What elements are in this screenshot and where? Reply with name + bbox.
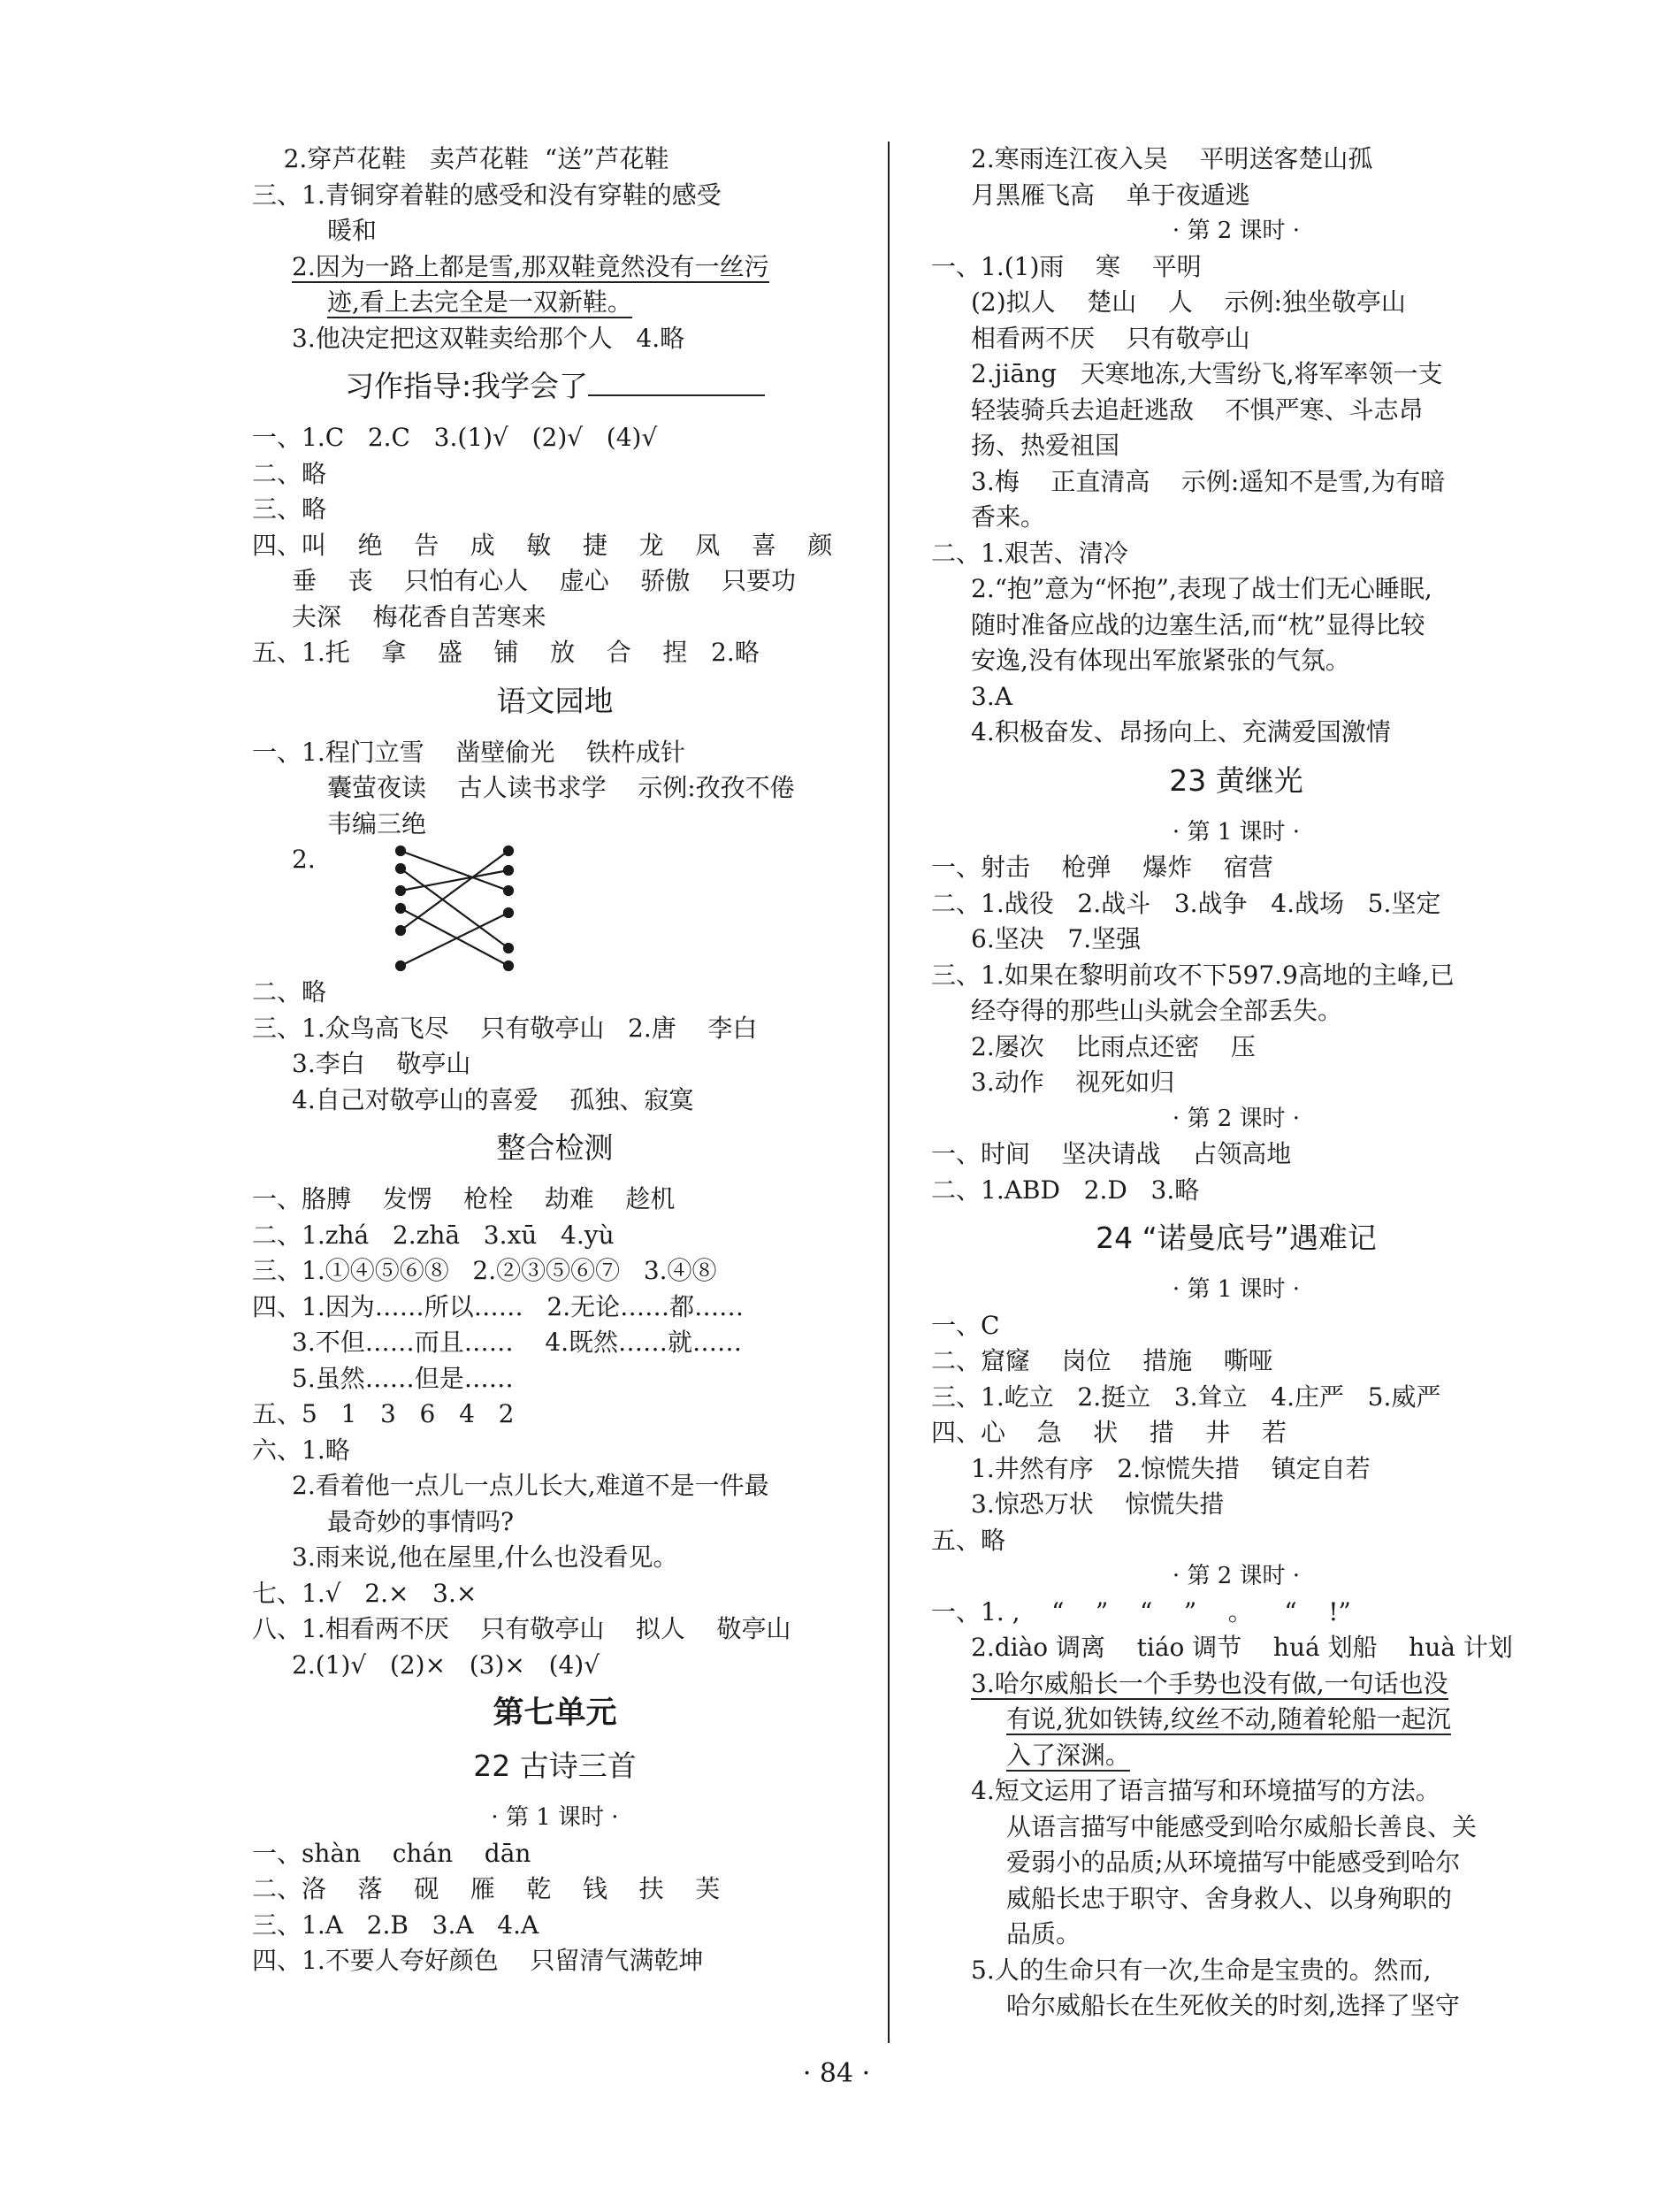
text-line: 二、窟窿 岗位 措施 嘶哑 [931, 1346, 1273, 1375]
lesson-period: · 第 2 课时 · [1172, 1105, 1301, 1132]
underlined-text: 3.哈尔威船长一个手势也没有做,一句话也没 [971, 1668, 1448, 1698]
text-line: 一、射击 枪弹 爆炸 宿营 [931, 853, 1273, 882]
text-line: 3.A [971, 681, 1012, 711]
underlined-line [252, 249, 858, 286]
text-line: 5.人的生命只有一次,生命是宝贵的。然而, [971, 1955, 1432, 1985]
text-line: 2.屡次 比雨点还密 压 [971, 1031, 1256, 1061]
lesson-heading: 24 “诺曼底号”遇难记 [1096, 1221, 1377, 1255]
text-line: 4.积极奋发、昂扬向上、充满爱国激情 [971, 717, 1391, 746]
text-line: 5.虽然……但是…… [292, 1363, 514, 1393]
text-line: 三、1.屹立 2.挺立 3.耸立 4.庄严 5.威严 [931, 1382, 1441, 1412]
text-line: 五、略 [931, 1525, 1006, 1555]
text-line: 2.看着他一点儿一点儿长大,难道不是一件最 [292, 1471, 769, 1500]
text-line: 3.梅 正直清高 示例:遥知不是雪,为有暗 [971, 466, 1446, 496]
text-line: 品质。 [1006, 1919, 1081, 1948]
text-line: 3.动作 视死如归 [971, 1068, 1175, 1097]
text-line: 四、心 急 状 措 井 若 [931, 1418, 1287, 1447]
text-line: 月黑雁飞高 单于夜遁逃 [971, 180, 1250, 210]
underlined-line [931, 1702, 1541, 1738]
text-line: 一、1.C 2.C 3.(1)√ (2)√ (4)√ [252, 423, 658, 452]
text-line: 五、5 1 3 6 4 2 [252, 1399, 515, 1428]
unit-heading: 第七单元 [493, 1695, 617, 1731]
text-line: 夫深 梅花香自苦寒来 [292, 601, 546, 631]
underlined-text: 迹,看上去完全是一双新鞋。 [327, 287, 632, 317]
text-line: 四、1.因为……所以…… 2.无论……都…… [252, 1291, 745, 1321]
underlined-line [931, 1666, 1541, 1703]
section-heading [252, 367, 858, 406]
column-divider [888, 142, 890, 2043]
text-line: 二、1.zhá 2.zhā 3.xū 4.yù [252, 1220, 615, 1250]
text-line: 囊萤夜读 古人读书求学 示例:孜孜不倦 [327, 773, 795, 802]
text-line: 一、1.(1)雨 寒 平明 [931, 251, 1202, 281]
fill-blank [588, 368, 765, 396]
matching-lines [393, 842, 535, 975]
lesson-period: · 第 2 课时 · [1172, 1563, 1301, 1589]
text-line: 2.diào 调离 tiáo 调节 huá 划船 huà 计划 [971, 1633, 1513, 1662]
text-line: 三、略 [252, 494, 327, 524]
text-line: 哈尔威船长在生死攸关的时刻,选择了坚守 [1006, 1991, 1460, 2020]
text-line: 3.他决定把这双鞋卖给那个人 4.略 [292, 323, 685, 353]
section-heading: 语文园地 [496, 683, 614, 718]
text-line: 三、1.青铜穿着鞋的感受和没有穿鞋的感受 [252, 180, 722, 210]
text-line: 扬、热爱祖国 [971, 431, 1120, 460]
text-line: 二、1.艰苦、清冷 [931, 538, 1128, 568]
text-line: 3.不但……而且…… 4.既然……就…… [292, 1328, 743, 1357]
underlined-text: 入了深渊。 [1006, 1740, 1131, 1770]
text-line: 香来。 [971, 502, 1046, 532]
underlined-line [252, 285, 858, 321]
text-line: 安逸,没有体现出军旅紧张的气氛。 [971, 646, 1350, 675]
lesson-period: · 第 1 课时 · [491, 1804, 619, 1831]
matching-label: 2. [292, 845, 316, 874]
lesson-heading: 23 黄继光 [1169, 762, 1303, 798]
text-line: 3.雨来说,他在屋里,什么也没看见。 [292, 1542, 678, 1572]
heading-text: 习作指导:我学会了 [344, 369, 589, 403]
text-line: 威船长忠于职守、舍身救人、以身殉职的 [1006, 1883, 1453, 1913]
text-line: 轻装骑兵去追赶逃敌 不惧严寒、斗志昂 [971, 394, 1424, 425]
text-line: 相看两不厌 只有敬亭山 [971, 323, 1250, 353]
text-line: 二、略 [252, 458, 327, 488]
lesson-period: · 第 1 课时 · [1172, 1276, 1301, 1303]
text-line: 七、1.√ 2.× 3.× [252, 1578, 477, 1608]
text-line: 随时准备应战的边塞生活,而“枕”显得比较 [971, 609, 1425, 639]
text-line: 2.“抱”意为“怀抱”,表现了战士们无心睡眠, [971, 574, 1432, 603]
matching-exercise [252, 842, 858, 975]
underlined-text: 有说,犹如铁铸,纹丝不动,随着轮船一起沉 [1006, 1704, 1451, 1734]
text-line: 4.短文运用了语言描写和环境描写的方法。 [971, 1776, 1440, 1805]
text-line: 3.惊恐万状 惊慌失措 [971, 1489, 1225, 1519]
text-line: 二、1.战役 2.战斗 3.战争 4.战场 5.坚定 [931, 888, 1441, 918]
text-line: 二、1.ABD 2.D 3.略 [931, 1175, 1200, 1205]
lesson-period: · 第 2 课时 · [1172, 218, 1301, 244]
text-line: 一、胳膊 发愣 枪栓 劫难 趁机 [252, 1184, 676, 1213]
text-line: 二、略 [252, 977, 327, 1006]
text-line: 四、叫 绝 告 成 敏 捷 龙 凤 喜 颜 [252, 530, 833, 560]
lesson-heading: 22 古诗三首 [473, 1749, 637, 1783]
text-line: 2.穿芦花鞋 卖芦花鞋 “送”芦花鞋 [252, 144, 669, 173]
text-line: 2.(1)√ (2)× (3)× (4)√ [292, 1649, 600, 1680]
text-line: 一、shàn chán dān [252, 1838, 531, 1868]
text-line: 三、1.①④⑤⑥⑧ 2.②③⑤⑥⑦ 3.④⑧ [252, 1256, 717, 1285]
underlined-line [931, 1738, 1541, 1774]
text-line: 2.寒雨连江夜入吴 平明送客楚山孤 [971, 144, 1373, 173]
text-line: 四、1.不要人夸好颜色 只留清气满乾坤 [252, 1946, 704, 1975]
text-line: 4.自己对敬亭山的喜爱 孤独、寂寞 [292, 1084, 694, 1114]
underlined-text: 2.因为一路上都是雪,那双鞋竟然没有一丝污 [292, 251, 769, 281]
text-line: 三、1.如果在黎明前攻不下597.9高地的主峰,已 [931, 960, 1455, 990]
text-line: 一、1. , “ ” “ ” 。 “ !” [931, 1596, 1351, 1626]
text-line: 暖和 [327, 216, 378, 245]
text-line: 经夺得的那些山头就会全部丢失。 [971, 996, 1343, 1025]
text-line: 从语言描写中能感受到哈尔威船长善良、关 [1006, 1811, 1478, 1841]
text-line: 爱弱小的品质;从环境描写中能感受到哈尔 [1006, 1848, 1461, 1877]
right-column [931, 142, 1541, 2024]
text-line: 八、1.相看两不厌 只有敬亭山 拟人 敬亭山 [252, 1614, 791, 1643]
text-line: 六、1.略 [252, 1435, 350, 1465]
text-line: 2.jiāng 天寒地冻,大雪纷飞,将军率领一支 [971, 359, 1443, 388]
text-line: 一、C [931, 1310, 1000, 1340]
lesson-period: · 第 1 课时 · [1172, 818, 1301, 846]
text-line: 垂 丧 只怕有心人 虚心 骄傲 只要功 [292, 566, 797, 595]
text-line: 三、1.A 2.B 3.A 4.A [252, 1910, 539, 1940]
text-line: 三、1.众鸟高飞尽 只有敬亭山 2.唐 李白 [252, 1013, 758, 1043]
section-heading: 整合检测 [496, 1130, 614, 1165]
text-line: 五、1.托 拿 盛 铺 放 合 捏 2.略 [252, 638, 760, 667]
text-line: 1.井然有序 2.惊慌失措 镇定自若 [971, 1453, 1371, 1483]
text-line: 一、1.程门立雪 凿壁偷光 铁杵成针 [252, 737, 685, 767]
text-line: 最奇妙的事情吗? [327, 1506, 515, 1536]
text-line: 一、时间 坚决请战 占领高地 [931, 1139, 1292, 1168]
text-line: (2)拟人 楚山 人 示例:独坐敬亭山 [971, 287, 1406, 317]
text-line: 韦编三绝 [327, 808, 427, 838]
text-line: 6.坚决 7.坚强 [971, 924, 1142, 953]
text-line: 二、洛 落 砚 雁 乾 钱 扶 芙 [252, 1874, 721, 1903]
page-number: · 84 · [802, 2058, 871, 2089]
text-line: 3.李白 敬亭山 [292, 1049, 471, 1078]
left-column [252, 142, 858, 1979]
